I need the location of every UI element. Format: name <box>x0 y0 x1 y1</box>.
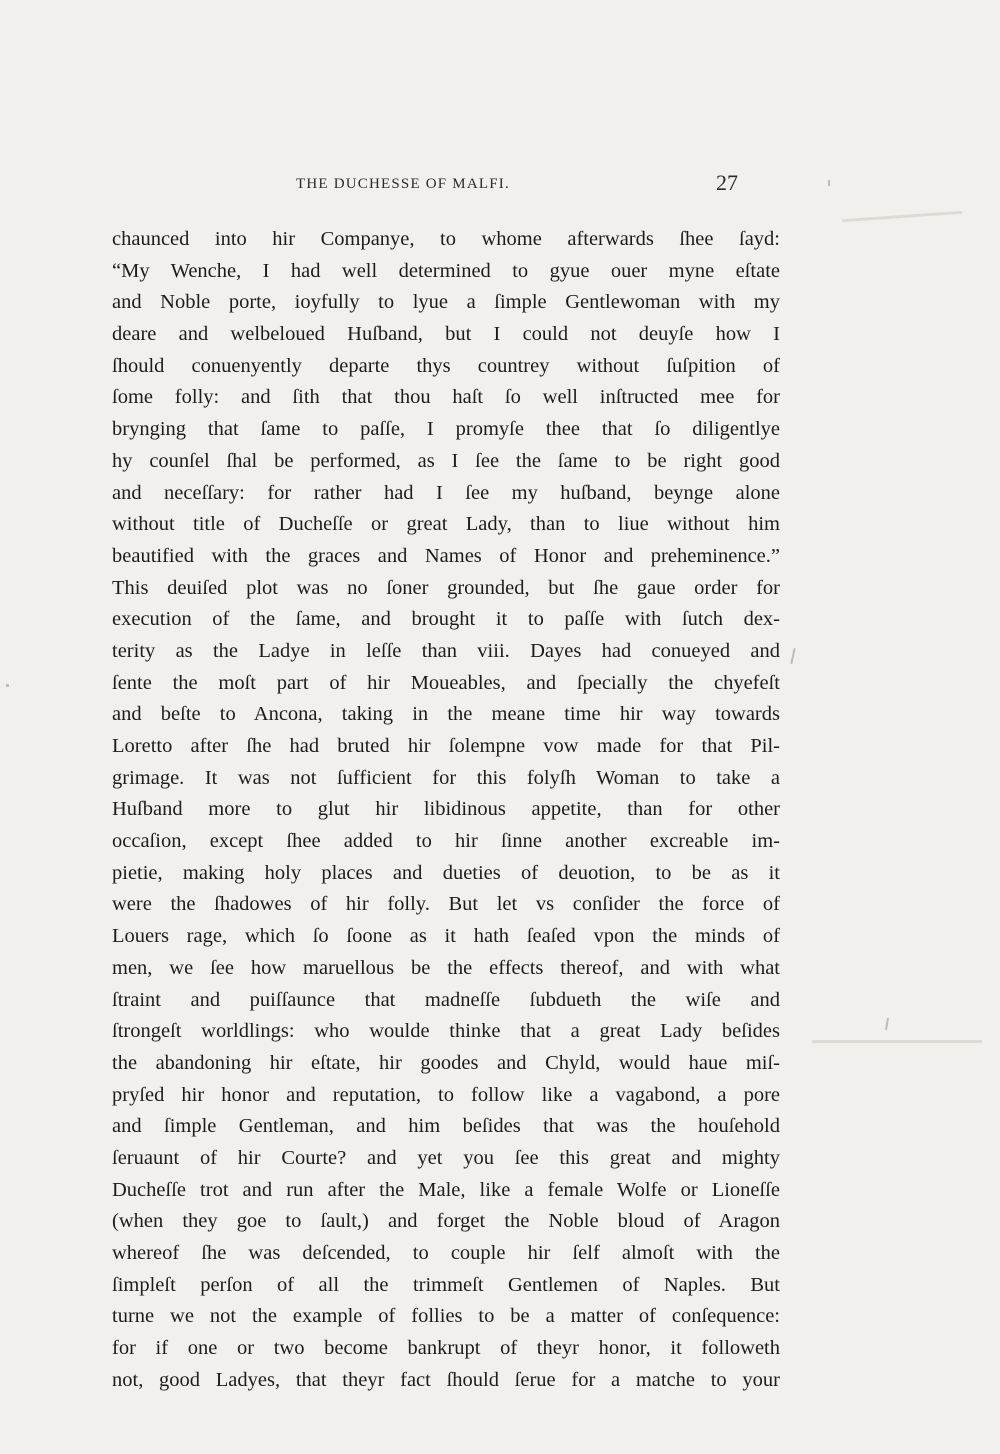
text-line: and neceſſary: for rather had I ſee my huſband, beynge alone <box>112 481 780 504</box>
text-line: the abandoning hir eſtate, hir goodes and Chyld, would haue miſ- <box>112 1051 780 1074</box>
text-line: ſimpleſt perſon of all the trimmeſt Gentlemen of Naples. But <box>112 1273 780 1296</box>
text-line: for if one or two become bankrupt of theyr honor, it followeth <box>112 1337 780 1360</box>
text-line: pryſed hir honor and reputation, to follow like a vagabond, a pore <box>112 1083 780 1106</box>
text-line: and ſimple Gentleman, and him beſides that was the houſehold <box>112 1115 780 1138</box>
text-line: whereof ſhe was deſcended, to couple hir ſelf almoſt with the <box>112 1242 780 1264</box>
text-line: chaunced into hir Companye, to whome afterwards ſhee ſayd: <box>112 228 780 250</box>
margin-mark <box>828 180 830 186</box>
body-text <box>112 224 780 1396</box>
text-line: Loretto after ſhe had bruted hir ſolempne vow made for that Pil- <box>112 735 780 757</box>
text-line: “My Wenche, I had well determined to gyue ouer myne eſtate <box>112 259 780 282</box>
text-line: not, good Ladyes, that theyr fact ſhould ſerue for a matche to your <box>112 1368 780 1391</box>
text-line: execution of the ſame, and brought it to paſſe with ſutch dex- <box>112 608 780 631</box>
text-line: (when they goe to ſault,) and forget the Noble bloud of Aragon <box>112 1210 780 1233</box>
text-line: ſtraint and puiſſaunce that madneſſe ſubdueth the wiſe and <box>112 988 780 1011</box>
margin-show-through <box>842 211 962 222</box>
text-line: men, we ſee how maruellous be the effects thereof, and with what <box>112 956 780 979</box>
margin-show-through <box>812 1040 982 1043</box>
text-line: and Noble porte, ioyfully to lyue a ſimple Gentlewoman with my <box>112 291 780 314</box>
text-line: grimage. It was not ſufficient for this folyſh Woman to take a <box>112 766 780 789</box>
text-line: ſhould conuenyently departe thys countrey without ſuſpition of <box>112 354 780 377</box>
text-line: brynging that ſame to paſſe, I promyſe thee that ſo diligentlye <box>112 418 780 441</box>
text-line: beautified with the graces and Names of Honor and preheminence.” <box>112 544 780 567</box>
text-line: turne we not the example of follies to be a matter of conſequence: <box>112 1305 780 1328</box>
page-number: 27 <box>716 170 738 195</box>
text-line: without title of Ducheſſe or great Lady, than to liue without him <box>112 513 780 536</box>
text-line: This deuiſed plot was no ſoner grounded, but ſhe gaue order for <box>112 576 780 599</box>
text-line: pietie, making holy places and dueties of deuotion, to be as it <box>112 861 780 884</box>
running-head <box>0 170 1000 200</box>
margin-mark <box>6 684 9 687</box>
margin-mark <box>885 1018 889 1030</box>
text-line: hy counſel ſhal be performed, as I ſee the ſame to be right good <box>112 449 780 472</box>
margin-mark <box>790 648 795 664</box>
text-line: ſente the moſt part of hir Moueables, and ſpecially the chyefeſt <box>112 671 780 694</box>
text-line: ſeruaunt of hir Courte? and yet you ſee this great and mighty <box>112 1146 780 1169</box>
text-line: and beſte to Ancona, taking in the meane time hir way towards <box>112 703 780 726</box>
text-line: Louers rage, which ſo ſoone as it hath ſeaſed vpon the minds of <box>112 925 780 948</box>
text-line: ſtrongeſt worldlings: who woulde thinke that a great Lady beſides <box>112 1020 780 1043</box>
running-title: THE DUCHESSE OF MALFI. <box>296 176 510 192</box>
text-line: were the ſhadowes of hir folly. But let vs conſider the force of <box>112 893 780 916</box>
text-line: ſome folly: and ſith that thou haſt ſo well inſtructed mee for <box>112 386 780 409</box>
text-line: Ducheſſe trot and run after the Male, like a female Wolfe or Lioneſſe <box>112 1178 780 1201</box>
text-line: terity as the Ladye in leſſe than viii. Dayes had conueyed and <box>112 639 780 662</box>
text-line: deare and welbeloued Huſband, but I could not deuyſe how I <box>112 323 780 346</box>
text-line: occaſion, except ſhee added to hir ſinne another excreable im- <box>112 830 780 853</box>
text-line: Huſband more to glut hir libidinous appetite, than for other <box>112 798 780 821</box>
